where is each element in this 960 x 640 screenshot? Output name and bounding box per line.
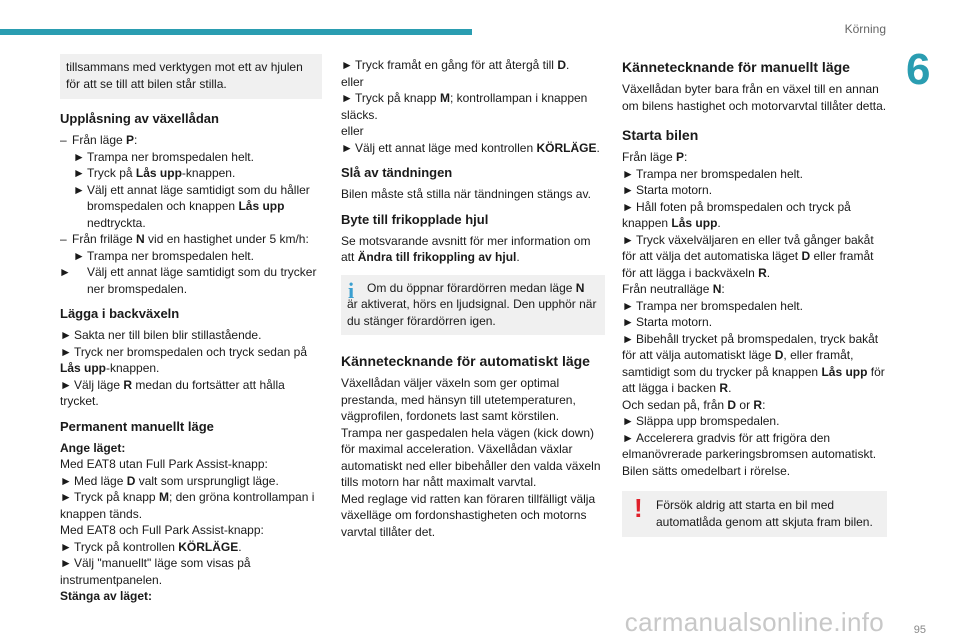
auto-text-3: Med reglage vid ratten kan föraren tillfälligt välja växelläge om fordonshastigheten och motorns varvtal tillåter det.	[341, 491, 596, 539]
watermark: carmanualsonline.info	[624, 607, 884, 637]
list-item: ► Sakta ner till bilen blir stillastående.	[60, 328, 262, 342]
heading-unlock: Upplåsning av växellådan	[60, 111, 219, 126]
warning-callout: ! Försök aldrig att starta en bil med automatlåda genom att skjuta fram bilen.	[622, 491, 887, 537]
list-item: ► Trampa ner bromspedalen helt.	[73, 149, 254, 164]
unlock-from-n: – Från friläge N vid en hastighet under 5 km/h:	[60, 232, 309, 246]
list-item: ► Med läge D valt som ursprungligt läge.	[60, 473, 279, 488]
column-3	[622, 54, 887, 537]
label-stang: Stänga av läget:	[60, 589, 153, 603]
list-item: ► Tryck framåt en gång för att återgå till D.	[341, 58, 570, 72]
chapter-number: 6	[906, 45, 931, 94]
start-from-p: Från läge P:	[622, 150, 688, 164]
list-item: ► Tryck på knapp M; den gröna kontrollampan i knappen tänds.	[60, 490, 315, 521]
heading-start: Starta bilen	[622, 127, 699, 143]
eat8-without: Med EAT8 utan Full Park Assist-knapp:	[60, 457, 268, 471]
heading-manual: Kännetecknande för manuellt läge	[622, 59, 850, 75]
page-number: 95	[913, 624, 926, 636]
list-item: ► Tryck på kontrollen KÖRLÄGE.	[60, 539, 242, 554]
eat8-with: Med EAT8 och Full Park Assist-knapp:	[60, 523, 264, 537]
then-from: Och sedan på, från D or R:	[622, 397, 766, 412]
info-callout: i Om du öppnar förardörren medan läge N är aktiverat, hörs en ljudsignal. Den upphör när du stänger förardörren igen.	[341, 275, 605, 336]
column-2	[341, 57, 605, 540]
note-box: tillsammans med verktygen mot ett av hjulen för att se till att bilen står stilla.	[60, 54, 322, 99]
heading-freewheel: Byte till frikopplade hjul	[341, 211, 489, 227]
list-item: ► Tryck på knapp M; kontrollampan i knappen släcks.	[341, 91, 588, 122]
freewheel-text: Se motsvarande avsnitt för mer information om att Ändra till frikoppling av hjul.	[341, 233, 591, 264]
info-icon: i	[348, 277, 355, 303]
start-end-text: Bilen sätts omedelbart i rörelse.	[622, 463, 791, 478]
list-item: ► Accelerera gradvis för att frigöra den elmanövrerade parkeringsbromsen automatiskt.	[622, 430, 877, 461]
list-item: ► Släppa upp bromspedalen.	[622, 414, 780, 428]
warning-icon: !	[634, 493, 643, 523]
unlock-from-p: – Från läge P:	[60, 133, 138, 147]
auto-text-1: Växellådan väljer växeln som ger optimal prestanda, med hänsyn till utetemperaturen, vägprofilen, fordonets last samt körstilen.	[341, 376, 576, 423]
list-item: ► Välj "manuellt" läge som visas på instrumentpanelen.	[60, 556, 251, 587]
list-item: ► Trampa ner bromspedalen helt.	[622, 166, 803, 181]
start-from-n: Från neutralläge N:	[622, 282, 725, 296]
list-item: ► Håll foten på bromspedalen och tryck på knappen Lås upp.	[622, 199, 851, 230]
list-item: ► Välj ett annat läge samtidigt som du trycker ner bromspedalen.	[59, 265, 317, 296]
list-item: ► Välj läge R medan du fortsätter att hålla trycket.	[60, 377, 285, 408]
manual-text: Växellådan byter bara från en växel till en annan om bilens hastighet och motorvarvtal tillåter detta.	[622, 82, 887, 113]
heading-permanent-manual: Permanent manuellt läge	[60, 418, 214, 434]
list-item: ► Trampa ner bromspedalen helt.	[622, 298, 803, 313]
or-text: eller	[341, 124, 364, 138]
list-item: ► Tryck ner bromspedalen och tryck sedan på Lås upp-knappen.	[60, 344, 307, 375]
list-item: ► Välj ett annat läge samtidigt som du håller bromspedalen och knappen Lås upp nedtryckta.	[73, 182, 310, 230]
heading-ignition: Slå av tändningen	[341, 165, 453, 180]
list-item: ► Bibehåll trycket på bromspedalen, tryck bakåt för att välja automatiskt läge D, eller framåt, samtidigt som du trycker på knappen Lås upp för att lägga i backen R.	[622, 331, 885, 395]
list-item: ► Tryck på Lås upp-knappen.	[73, 166, 236, 180]
list-item: ► Tryck växelväljaren en eller två gånger bakåt för att välja det automatiska läget D eller framåt för att lägga i backväxeln R.	[622, 232, 874, 280]
list-item: ► Starta motorn.	[622, 183, 713, 197]
list-item: ► Starta motorn.	[622, 315, 713, 329]
or-text: eller	[341, 74, 364, 89]
heading-reverse: Lägga i backväxeln	[60, 306, 180, 321]
list-item: ► Trampa ner bromspedalen helt.	[73, 248, 254, 263]
list-item: ► Välj ett annat läge med kontrollen KÖRLÄGE.	[341, 140, 600, 155]
header-accent-bar	[0, 29, 472, 35]
auto-text-2: Trampa ner gaspedalen hela vägen (kick down) för maximal acceleration. Växellådan växlar automatiskt ned eller bibehåller den valda växeln tills motorn har nått maximalt varvtal.	[341, 425, 601, 489]
heading-automatic: Kännetecknande för automatiskt läge	[341, 353, 590, 369]
column-1	[60, 54, 322, 605]
ignition-text: Bilen måste stå stilla när tändningen stängs av.	[341, 187, 591, 201]
label-ange: Ange läget:	[60, 440, 126, 455]
section-title: Körning	[844, 22, 886, 36]
